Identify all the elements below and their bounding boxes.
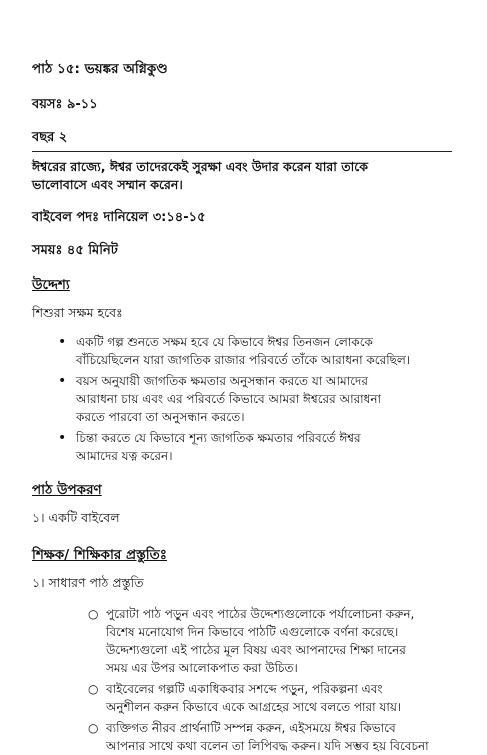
bullet-icon: • [58, 430, 67, 446]
circle-bullet-icon: ○ [88, 607, 99, 621]
lesson-title: পাঠ ১৫: ভয়ঙ্কর অগ্নিকুণ্ড [32, 61, 168, 77]
objectives-heading: উদ্দেশ্য [32, 277, 70, 293]
theme-line: ভালোবাসে এবং সম্মান করেন। [32, 177, 183, 192]
bullet-icon: • [58, 373, 67, 389]
teacher-prep-list [32, 605, 447, 755]
year-label: বছর ২ [32, 130, 68, 145]
materials-item: ১। একটি বাইবেল [32, 510, 120, 525]
circle-bullet-icon: ○ [88, 721, 99, 735]
circle-bullet-icon: ○ [88, 682, 99, 696]
list-item: ○ পুরোটা পাঠ পড়ুন এবং পাঠের উদ্দেশ্যগুলোকে পর্যালোচনা করুন, বিশেষ মনোযোগ দিন কিভাবে পাঠটি এগুলোকে বর্ণনা করেছে। উদ্দেশ্যগুলো এই পাঠের মূল বিষয় এবং আপনাদের শিক্ষা দানের সময় এর উপর আলোকপাত করা উচিত। [88, 607, 415, 675]
objectives-list [32, 333, 447, 465]
divider [32, 151, 452, 152]
teacher-prep-heading: শিক্ষক/ শিক্ষিকার প্রস্তুতিঃ [32, 547, 167, 563]
bible-passage: বাইবেল পদঃ দানিয়েল ৩:১৪-১৫ [32, 210, 206, 225]
objectives-intro: শিশুরা সক্ষম হবেঃ [32, 305, 123, 320]
list-item: ○ বাইবেলের গল্পটি একাধিকবার সশব্দে পড়ুন, পরিকল্পনা এবং অনুশীলন করুন কিভাবে একে আগ্রহের সাথে বলতে পারা যায়। [88, 682, 402, 714]
list-item: • চিন্তা করতে যে কিভাবে শূন্য জাগতিক ক্ষমতার পরিবর্তে ঈশ্বর আমাদের যত্ন করেন। [58, 430, 361, 463]
age-range: বয়সঃ ৯-১১ [32, 97, 98, 112]
bullet-icon: • [58, 334, 67, 350]
lesson-theme [32, 158, 447, 194]
theme-line: ঈশ্বরের রাজ্যে, ঈশ্বর তাদেরকেই সুরক্ষা এবং উদার করেন যারা তাকে [32, 159, 368, 174]
lesson-duration: সময়ঃ ৪৫ মিনিট [32, 243, 118, 258]
list-item: • বয়স অনুযায়ী জাগতিক ক্ষমতার অনুসন্ধান করতে যা আমাদের আরাধনা চায় এবং এর পরিবর্তে কিভাবে আমরা ঈশ্বরের আরাধনা করতে পারবো তা অনুসন্ধান করতে। [58, 373, 382, 424]
teacher-prep-subheading: ১। সাধারণ পাঠ প্রস্তুতি [32, 575, 144, 590]
list-item: ○ ব্যক্তিগত নীরব প্রার্থনাটি সম্পন্ন করুন, এইসময়ে ঈশ্বর কিভাবে আপনার সাথে কথা বলেন তা লিপিবদ্ধ করুন। যদি সম্ভব হয় বিবেচনা [88, 721, 429, 753]
materials-heading: পাঠ উপকরণ [32, 482, 102, 498]
list-item: • একটি গল্প শুনতে সক্ষম হবে যে কিভাবে ঈশ্বর তিনজন লোককে বাঁচিয়েছিলেন যারা জাগতিক রাজার পরিবর্তে তাঁকে আরাধনা করেছিল। [58, 334, 411, 367]
